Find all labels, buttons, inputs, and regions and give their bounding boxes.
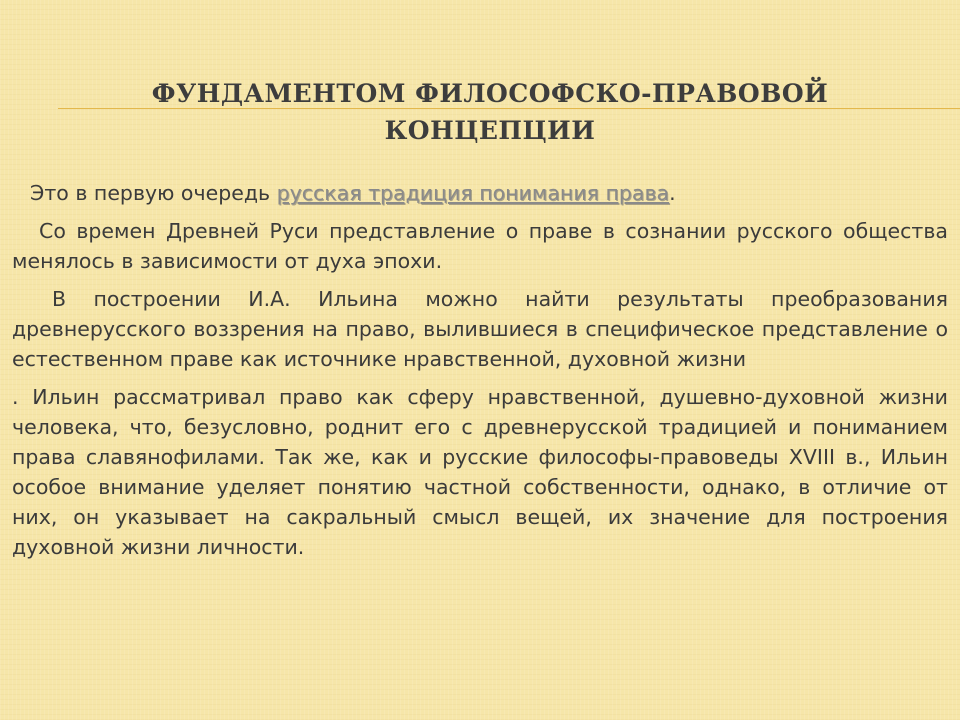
paragraph-2: Со времен Древней Руси представление о праве в сознании русского общества менялось в зависимости от духа эпохи. [12,219,948,273]
slide-title: ФУНДАМЕНТОМ ФИЛОСОФСКО-ПРАВОВОЙ КОНЦЕПЦИИ [151,78,829,145]
paragraph-1 [12,178,948,208]
paragraph-3: В построении И.А. Ильина можно найти результаты преобразования древнерусского воззрения на право, вылившиеся в специфическое представление о естественном праве как источнике нравственной, духовной жизни [12,287,948,371]
tradition-link[interactable]: русская традиция понимания права [276,181,670,205]
paragraph-1-tail: . [669,181,676,205]
slide-body [12,178,948,562]
paragraph-4: . Ильин рассматривал право как сферу нравственной, душевно-духовной жизни человека, что, безусловно, роднит его с древнерусской традицией и пониманием права славянофилами. Так же, как и русские философы-правоведы XVIII в., Ильин особое внимание уделяет понятию частной собственности, однако, в отличие от них, он указывает на сакральный смысл вещей, их значение для построения духовной жизни личности. [12,385,948,559]
paragraph-1-lead: Это в первую очередь [30,181,277,205]
